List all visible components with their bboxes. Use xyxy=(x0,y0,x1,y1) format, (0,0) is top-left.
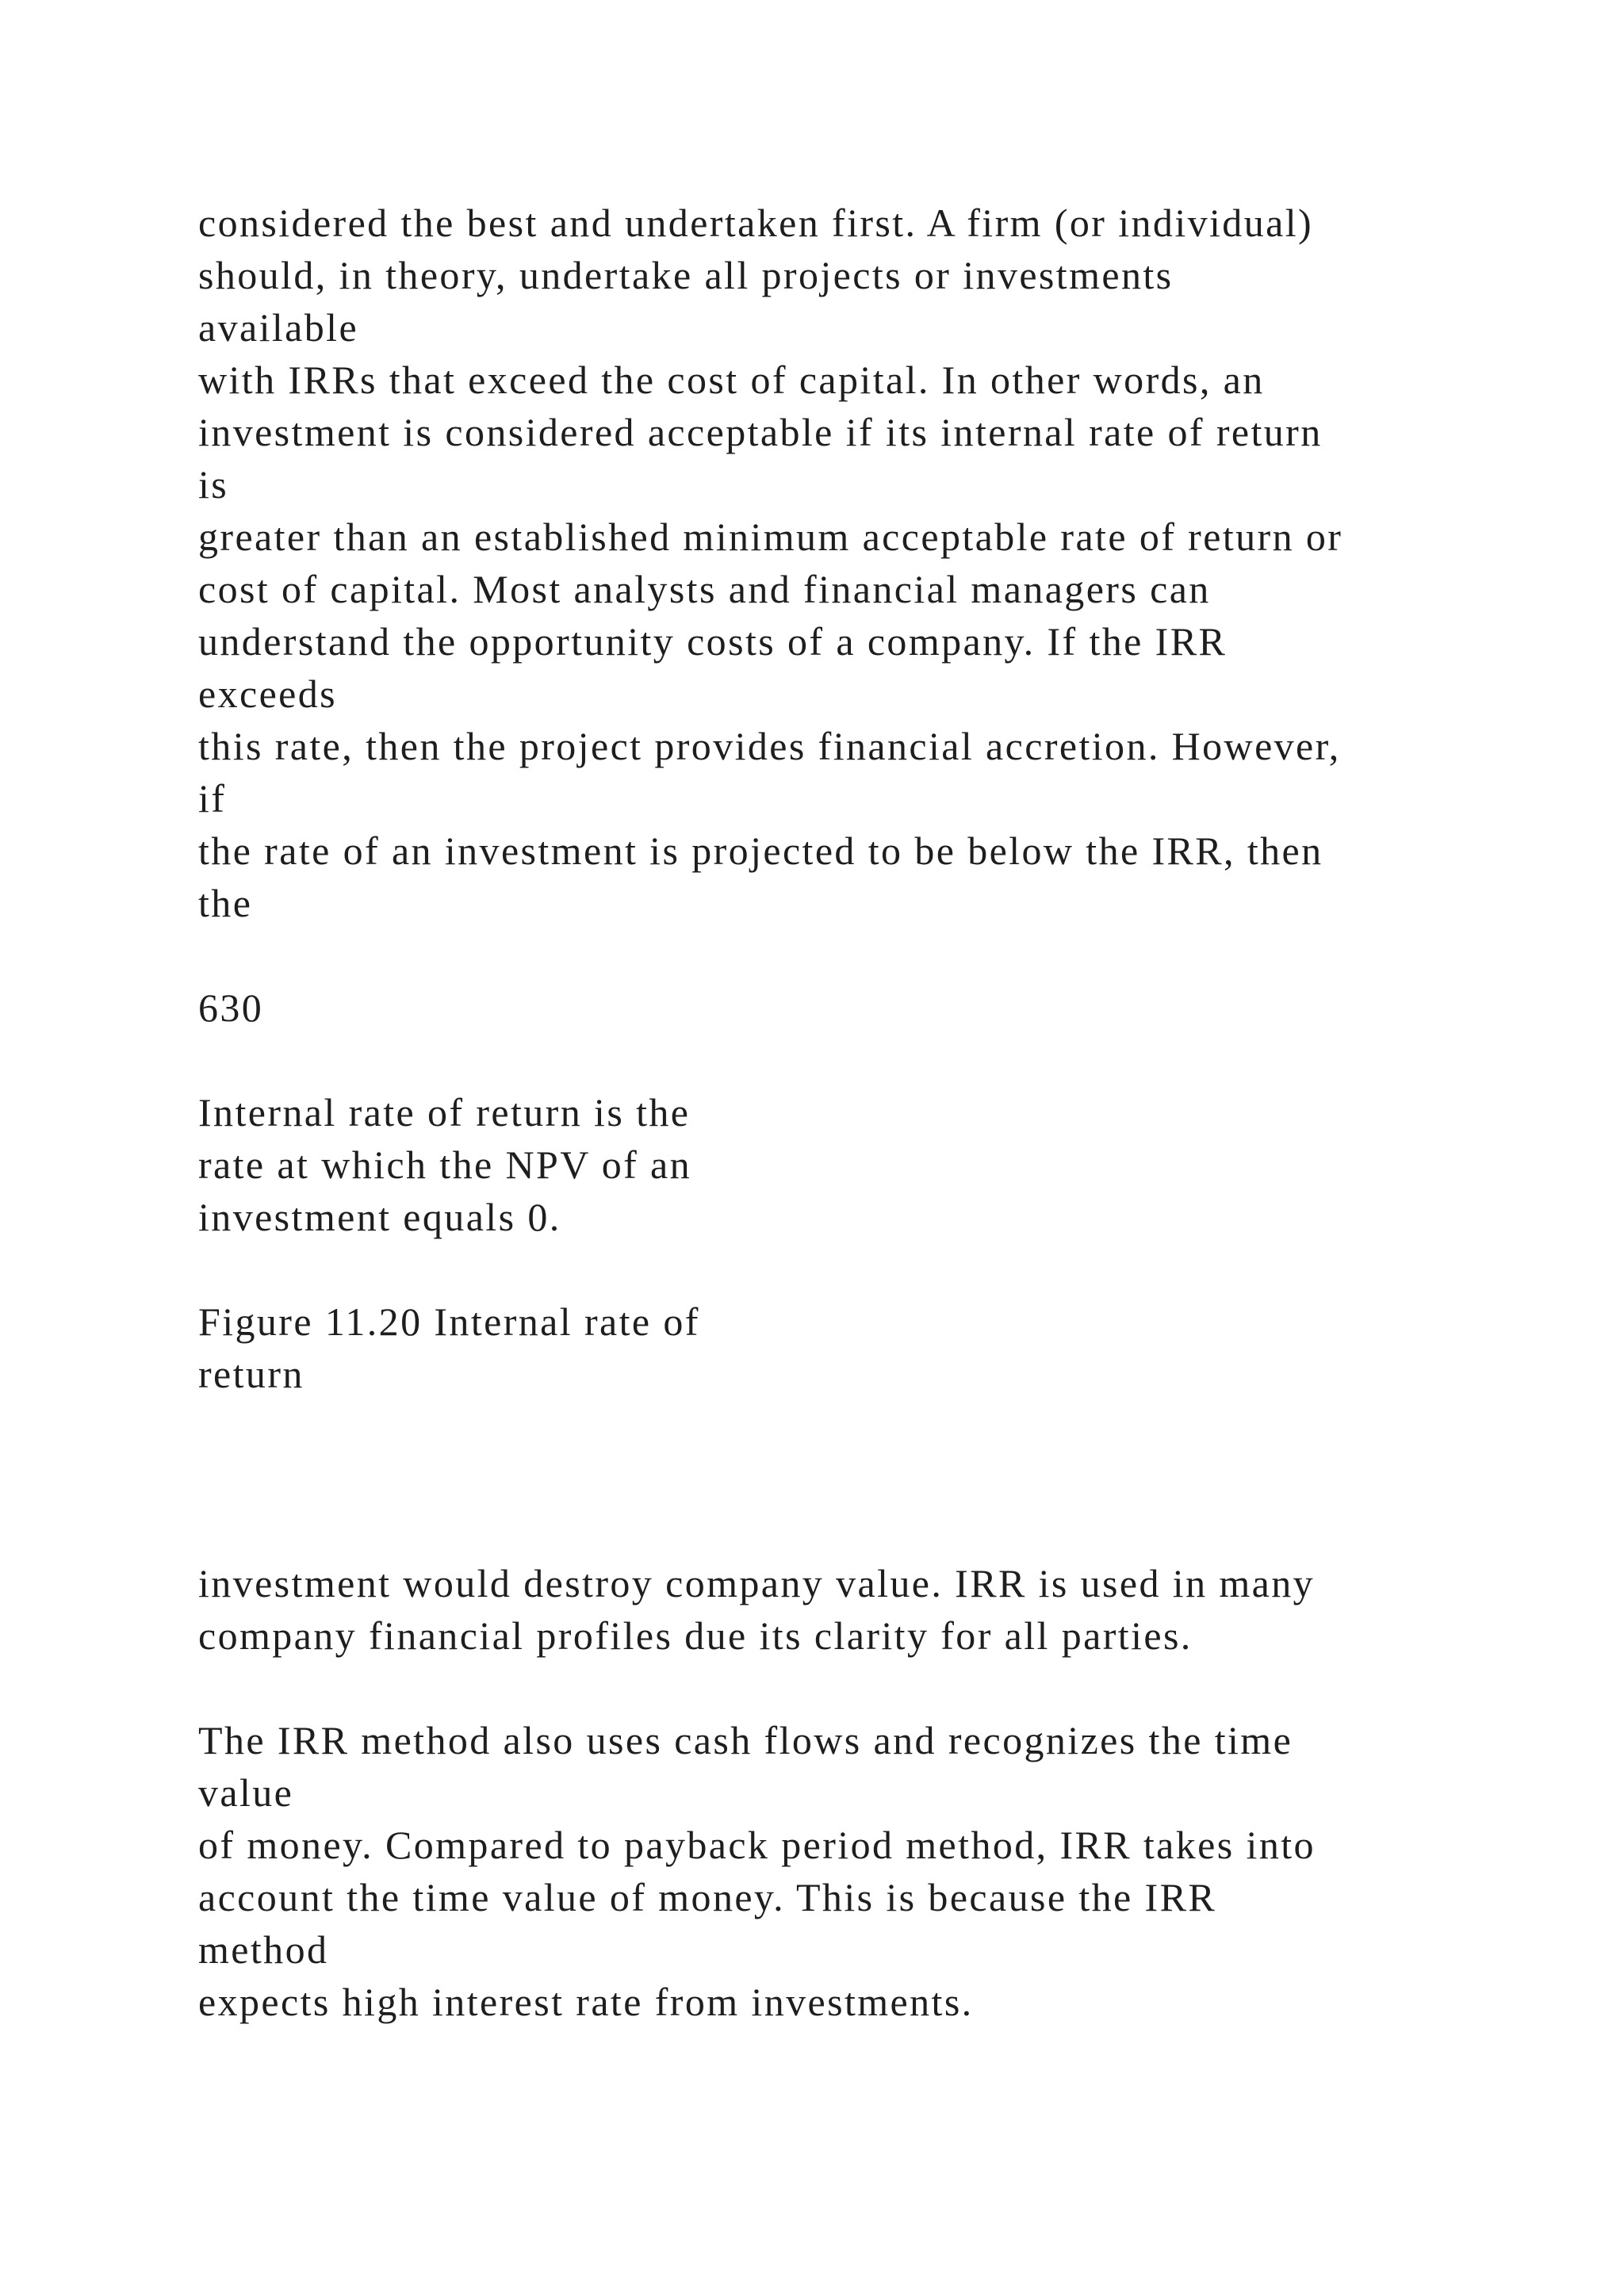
text-line: of money. Compared to payback period method, IRR takes into xyxy=(198,1823,1316,1867)
text-line: value xyxy=(198,1770,294,1815)
text-line: with IRRs that exceed the cost of capital. In other words, an xyxy=(198,358,1265,402)
text-line: The IRR method also uses cash flows and recognizes the time xyxy=(198,1718,1293,1762)
text-line: greater than an established minimum acceptable rate of return or xyxy=(198,515,1343,559)
text-line: the xyxy=(198,881,253,925)
text-line: company financial profiles due its clarity for all parties. xyxy=(198,1613,1193,1658)
text-line: if xyxy=(198,776,227,821)
text-line: Figure 11.20 Internal rate of xyxy=(198,1299,700,1344)
page-number: 630 xyxy=(198,985,264,1030)
text-line: available xyxy=(198,305,359,350)
text-line: rate at which the NPV of an xyxy=(198,1142,692,1187)
text-line: investment is considered acceptable if its internal rate of return xyxy=(198,410,1323,454)
text-line: considered the best and undertaken first. A firm (or individual) xyxy=(198,201,1314,245)
text-line: expects high interest rate from investments. xyxy=(198,1980,974,2024)
text-line: exceeds xyxy=(198,672,338,716)
text-line: investment would destroy company value. IRR is used in many xyxy=(198,1561,1316,1605)
text-line: is xyxy=(198,462,229,507)
text-line: return xyxy=(198,1352,304,1396)
text-line: investment equals 0. xyxy=(198,1195,561,1239)
text-line: this rate, then the project provides financial accretion. However, xyxy=(198,724,1341,768)
text-line: should, in theory, undertake all projects or investments xyxy=(198,253,1174,297)
text-line: the rate of an investment is projected to be below the IRR, then xyxy=(198,828,1323,873)
text-line: Internal rate of return is the xyxy=(198,1090,691,1135)
text-line: account the time value of money. This is because the IRR xyxy=(198,1875,1217,1919)
text-line: cost of capital. Most analysts and financial managers can xyxy=(198,567,1211,611)
text-line: method xyxy=(198,1927,329,1972)
text-line: understand the opportunity costs of a company. If the IRR xyxy=(198,619,1228,664)
